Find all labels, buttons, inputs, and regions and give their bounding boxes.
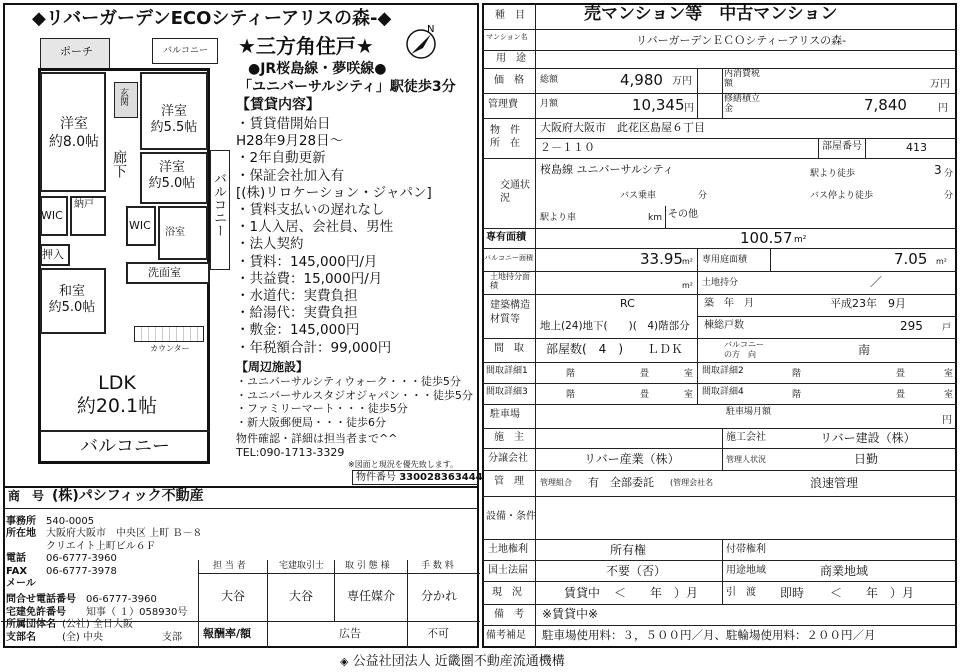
consumption-tax-unit: 万円 [930, 79, 950, 90]
status-label: 現 況 [492, 587, 522, 598]
orientation-label: バルコニーの方 向 [724, 340, 764, 359]
mgmt-union-value: 有 [588, 476, 599, 489]
handover-label: 引 渡 [726, 587, 756, 598]
closet-label: 押入 [42, 248, 64, 261]
balcony-area-unit: m² [682, 257, 693, 266]
built-label: 築 年 月 [704, 298, 754, 309]
room-western-8-label [44, 116, 104, 151]
license-label: 宅建免許番号 [6, 606, 66, 618]
branch-suffix: 支部 [162, 631, 182, 643]
address-line1: 大阪府大阪市 中央区 上町 Ｂ－８ [46, 528, 203, 540]
storage-label: 納戸 [74, 199, 94, 210]
nearby-line: ・ユニバーサルスタジオジャパン・・・徒歩5分 [236, 388, 473, 402]
built-value: 平成23年 9月 [830, 297, 906, 310]
remarks-supplement-label: 備考補足 [486, 630, 526, 641]
rental-line: [(株)リロケーション・ジャパン] [236, 184, 432, 201]
fax-number: 06-6777-3978 [46, 565, 117, 577]
land-right-value: 所有権 [610, 543, 647, 557]
spec-label-column-line [535, 3, 536, 648]
compass-north-label: N [427, 24, 435, 35]
layout-label: 間 取 [494, 343, 524, 354]
price-unit: 万円 [672, 76, 692, 87]
agent-table [198, 560, 479, 648]
th-staff: 担 当 者 [213, 561, 246, 571]
balcony-area-label: バルコニー面積 [484, 254, 533, 262]
bus-walk-label: バス停より徒歩 [810, 191, 874, 201]
wic-right-label: WIC [129, 219, 151, 232]
walk-label: 駅より徒歩 [810, 169, 856, 179]
units-label: 棟総戸数 [704, 320, 744, 331]
transport-label: 交通状況 [500, 180, 530, 204]
association-name: (公社) 全日大阪 [62, 619, 133, 631]
private-garden-label: 専用庭面積 [702, 255, 748, 265]
mgmt-type: 全部委託 [610, 476, 654, 489]
balcony-bottom-label: バルコニー [80, 436, 170, 457]
detail2-jo: 畳 [896, 369, 906, 379]
agent-info [6, 516, 202, 644]
branch-label: 支部名 [6, 631, 36, 643]
room-name: LDK [98, 372, 136, 394]
parking-label: 駐車場 [490, 409, 520, 420]
rental-line: ・賃料：145,000円/月 [236, 253, 378, 270]
layout-value: 部屋数( 4 ) ＬＤＫ [546, 342, 683, 356]
rental-line: ・共益費：15,000円/月 [236, 270, 383, 287]
structure-label: 建築構造材質等 [490, 300, 530, 325]
detail2-room: 室 [944, 369, 954, 379]
station-access: 「ユニバーサルシティ」駅徒歩3分 [238, 79, 456, 95]
area-label: 専有面積 [486, 232, 526, 243]
detail4-floor: 階 [792, 390, 802, 400]
transaction-type: 専任媒介 [347, 589, 396, 603]
layout-detail-3-label: 間取詳細3 [486, 387, 528, 397]
parking-fee-yen: 円 [942, 415, 952, 426]
room-size: 約8.0帖 [48, 133, 100, 150]
location-line1: 大阪府大阪市 此花区島屋６丁目 [540, 121, 705, 134]
room-name: 洋室 [158, 160, 185, 175]
price-value: 4,980 [620, 71, 663, 89]
room-japanese-label [42, 284, 102, 317]
remuneration-label: 報酬率/額 [203, 627, 252, 640]
contact-tel: TEL:090-1713-3329 [236, 446, 345, 459]
remarks-value: ※賃貸中※ [542, 607, 599, 621]
location-label: 物 件 所 在 [490, 125, 530, 149]
th-fee: 手 数 料 [421, 561, 454, 571]
name-label: マンション名 [486, 33, 528, 41]
ldk-label [62, 372, 172, 418]
contractor-value: リバー建設（株） [820, 431, 916, 445]
remarks-supplement-value: 駐車場使用料：３，５００円／月、駐輪場使用料：２００円／月 [542, 628, 876, 642]
category-value: 売マンション等 中古マンション [584, 4, 838, 24]
status-date: ＜ 年 ）月 [614, 586, 699, 600]
room-western-55-label [144, 104, 204, 137]
repair-label: 修繕積立金 [724, 94, 761, 114]
zoning-label: 用途地域 [726, 565, 766, 576]
company-label: 商 号 [8, 489, 45, 503]
inquiry-number: 06-6777-3960 [86, 594, 157, 606]
fee-split: 分かれ [421, 589, 458, 603]
rental-line: ・法人契約 [236, 236, 304, 253]
price-label: 価 格 [494, 75, 524, 86]
phone-number: 06-6777-3960 [46, 553, 117, 565]
monthly-label: 月額 [540, 99, 559, 109]
floor-plan [0, 0, 240, 470]
repair-yen: 円 [938, 103, 948, 114]
repair-value: 7,840 [864, 96, 907, 114]
walk-min-unit: 分 [944, 169, 954, 179]
ad-label: 広告 [339, 627, 361, 640]
floors-value: 地上(24)地下( )( 4)階部分 [540, 320, 690, 332]
room-size: 約5.0帖 [148, 176, 196, 192]
room-size: 約5.5帖 [150, 120, 198, 136]
rental-line: ・年税額合計：99,000円 [236, 339, 392, 356]
compass-icon [404, 22, 438, 62]
handover-value: 即時 [780, 586, 805, 600]
total-label: 総額 [540, 75, 559, 85]
rental-line: ・賃料支払いの遅れなし [236, 202, 385, 219]
land-share2-value: ／ [870, 275, 883, 289]
property-number: 330028363444 [399, 472, 483, 483]
by-car-label: 駅より車 [540, 213, 577, 223]
room-western-50-label [140, 160, 204, 193]
room-size: 約5.0帖 [48, 300, 96, 316]
rental-heading: 【賃貸内容】 [236, 97, 320, 113]
footer-org [340, 655, 565, 668]
mgmt-label: 管 理 [494, 476, 524, 487]
rental-line: ・1人入居、会社員、男性 [236, 219, 394, 236]
layout-detail-1-label: 間取詳細1 [486, 366, 528, 376]
balcony-side-label: バルコニー [211, 172, 226, 237]
consumption-tax-label: 内消費税額 [724, 69, 761, 89]
zoning-value: 商業地域 [820, 564, 869, 578]
private-garden-unit: m² [936, 257, 947, 266]
manager-status-value: 日勤 [854, 452, 879, 466]
fax-label: FAX [6, 565, 28, 577]
nearby-heading: 【周辺施設】 [236, 360, 309, 374]
th-transaction: 取 引 態 様 [345, 561, 390, 571]
usage-label: 用 途 [496, 53, 526, 64]
units-unit: 戸 [942, 323, 952, 333]
nearby-line: ・ユニバーサルシティウォーク・・・徒歩5分 [236, 375, 461, 388]
orientation-value: 南 [858, 343, 871, 357]
washroom-label: 洗面室 [148, 266, 181, 279]
room-name: 洋室 [160, 104, 187, 119]
mgmt-fee-label: 管理費 [488, 99, 518, 110]
category-label: 種 目 [495, 10, 525, 21]
rental-line: ・2年自動更新 [236, 150, 326, 167]
private-garden-value: 7.05 [894, 250, 928, 268]
land-share2-label: 土地持分 [702, 278, 739, 288]
room-size: 約20.1帖 [76, 394, 158, 417]
detail4-room: 室 [944, 390, 954, 400]
mgmt-company-label: (管理会社名 [670, 478, 714, 487]
rental-line: H28年9月28日～ [236, 133, 344, 150]
balcony-area-value: 33.95 [640, 250, 683, 268]
land-share-label: 土地持分面積 [490, 272, 530, 290]
walk-minutes: 3 [934, 163, 942, 177]
rental-lines [236, 116, 432, 357]
rental-line: ・保証会社加入有 [236, 167, 344, 184]
flyer-title: ◆リバーガーデンECOシティーアリスの森-◆ [32, 8, 392, 29]
builder-label: 施 主 [494, 432, 524, 443]
footnote: ※図面と現況を優先致します。 [348, 460, 459, 469]
seller-label: 分譲会社 [488, 453, 528, 464]
bus-ride-min-unit: 分 [698, 191, 708, 201]
branch-name: (全) 中央 [62, 631, 103, 643]
address-label: 所在地 [6, 528, 36, 540]
location-line2: ２－１１０ [540, 141, 595, 154]
mgmt-fee-yen: 円 [684, 103, 694, 114]
association-label: 所属団体名 [6, 619, 56, 631]
corridor-label: 廊下 [111, 150, 127, 178]
detail3-floor: 階 [566, 390, 576, 400]
address-line2: クリエイト上町ビル６Ｆ [46, 540, 156, 552]
line-station: ●JR桜島線・夢咲線● [248, 61, 387, 77]
bus-ride-label: バス乗車 [620, 191, 657, 201]
bus-walk-min-unit: 分 [944, 191, 954, 201]
area-unit: m² [794, 235, 807, 245]
handover-date: ＜ 年 ）月 [830, 586, 915, 600]
detail2-floor: 階 [792, 369, 802, 379]
other-label: その他 [668, 209, 698, 220]
inquiry-label: 問合せ電話番号 [6, 594, 76, 606]
parking-fee-label: 駐車場月額 [726, 407, 772, 417]
staff-name: 大谷 [221, 589, 246, 603]
detail1-room: 室 [684, 369, 694, 379]
licensed-name: 大谷 [289, 589, 314, 603]
nearby-line: ・新大阪郵便局・・・徒歩6分 [236, 415, 386, 429]
detail3-room: 室 [684, 390, 694, 400]
license-number: 知事（ １）058930号 [86, 606, 188, 618]
contractor-label: 施工会社 [726, 432, 766, 443]
rental-line: ・賃貸借開始日 [236, 116, 331, 132]
footer-org-text: 公益社団法人 近畿圏不動産流通機構 [352, 654, 565, 669]
km-unit: km [648, 213, 662, 223]
seller-value: リバー産業（株） [584, 452, 680, 466]
contact-note: 物件確認・詳細は担当者まで^^ [236, 432, 398, 445]
layout-detail-4-label: 間取詳細4 [702, 387, 744, 397]
mgmt-company-value: 浪速管理 [810, 476, 859, 490]
counter-label: カウンター [150, 344, 190, 353]
postal-code: 540-0005 [46, 516, 95, 527]
land-law-label: 国土法届 [488, 565, 528, 576]
office-label: 事務所 [6, 516, 36, 527]
wic-left-label: WIC [41, 209, 63, 222]
status-value: 賃貸中 [564, 586, 601, 600]
facilities-label: 設備・条件 [486, 511, 536, 522]
manager-status-label: 管理人状況 [726, 455, 766, 464]
kitchen-counter [134, 326, 204, 342]
mgmt-union-label: 管理組合 [540, 478, 572, 487]
land-share-unit: m² [682, 281, 693, 290]
company-name: (株)パシフィック不動産 [52, 488, 204, 504]
structure-value: RC [620, 297, 635, 310]
genkan-label: 玄関 [118, 88, 128, 106]
nearby-line: ・ファミリーマート・・・徒歩5分 [236, 402, 408, 415]
attached-right-label: 付帯権利 [726, 544, 766, 555]
mgmt-fee-value: 10,345 [632, 96, 685, 114]
bathroom-label: 浴室 [165, 227, 185, 238]
layout-detail-2-label: 間取詳細2 [702, 366, 744, 376]
rental-line: ・敷金：145,000円 [236, 322, 360, 339]
nearby-lines [236, 375, 473, 429]
remarks-label: 備 考 [494, 609, 524, 620]
ad-value: 不可 [427, 627, 449, 640]
flyer-subtitle: ★三方角住戸★ [238, 34, 374, 58]
property-number-box [352, 470, 483, 485]
detail3-jo: 畳 [640, 390, 650, 400]
area-value: 100.57 [740, 229, 793, 247]
room-number: 413 [906, 141, 927, 154]
train-line: 桜島線 ユニバーサルシティ [540, 163, 674, 176]
th-licensed: 宅建取引士 [279, 561, 325, 571]
detail1-jo: 畳 [640, 369, 650, 379]
land-law-value: 不要（否） [606, 564, 667, 578]
room-name: 和室 [58, 284, 85, 299]
mail-label: メール [6, 578, 36, 590]
org-logo-icon: ◈ [340, 655, 349, 668]
detail1-floor: 階 [566, 369, 576, 379]
rental-line: ・水道代：実費負担 [236, 288, 358, 305]
detail4-jo: 畳 [896, 390, 906, 400]
balcony-top-label: バルコニー [163, 46, 209, 56]
property-number-label: 物件番号 [356, 472, 396, 483]
units-value: 295 [900, 319, 923, 333]
rental-line: ・給湯代：実費負担 [236, 305, 358, 322]
room-name: 洋室 [60, 116, 88, 132]
porch-label: ポーチ [60, 45, 93, 58]
mansion-name: リバーガーデンＥＣＯシティーアリスの森- [636, 34, 847, 47]
land-right-label: 土地権利 [488, 544, 528, 555]
room-number-label: 部屋番号 [822, 141, 862, 152]
agent-sub-line [3, 508, 479, 509]
phone-label: 電話 [6, 553, 26, 565]
